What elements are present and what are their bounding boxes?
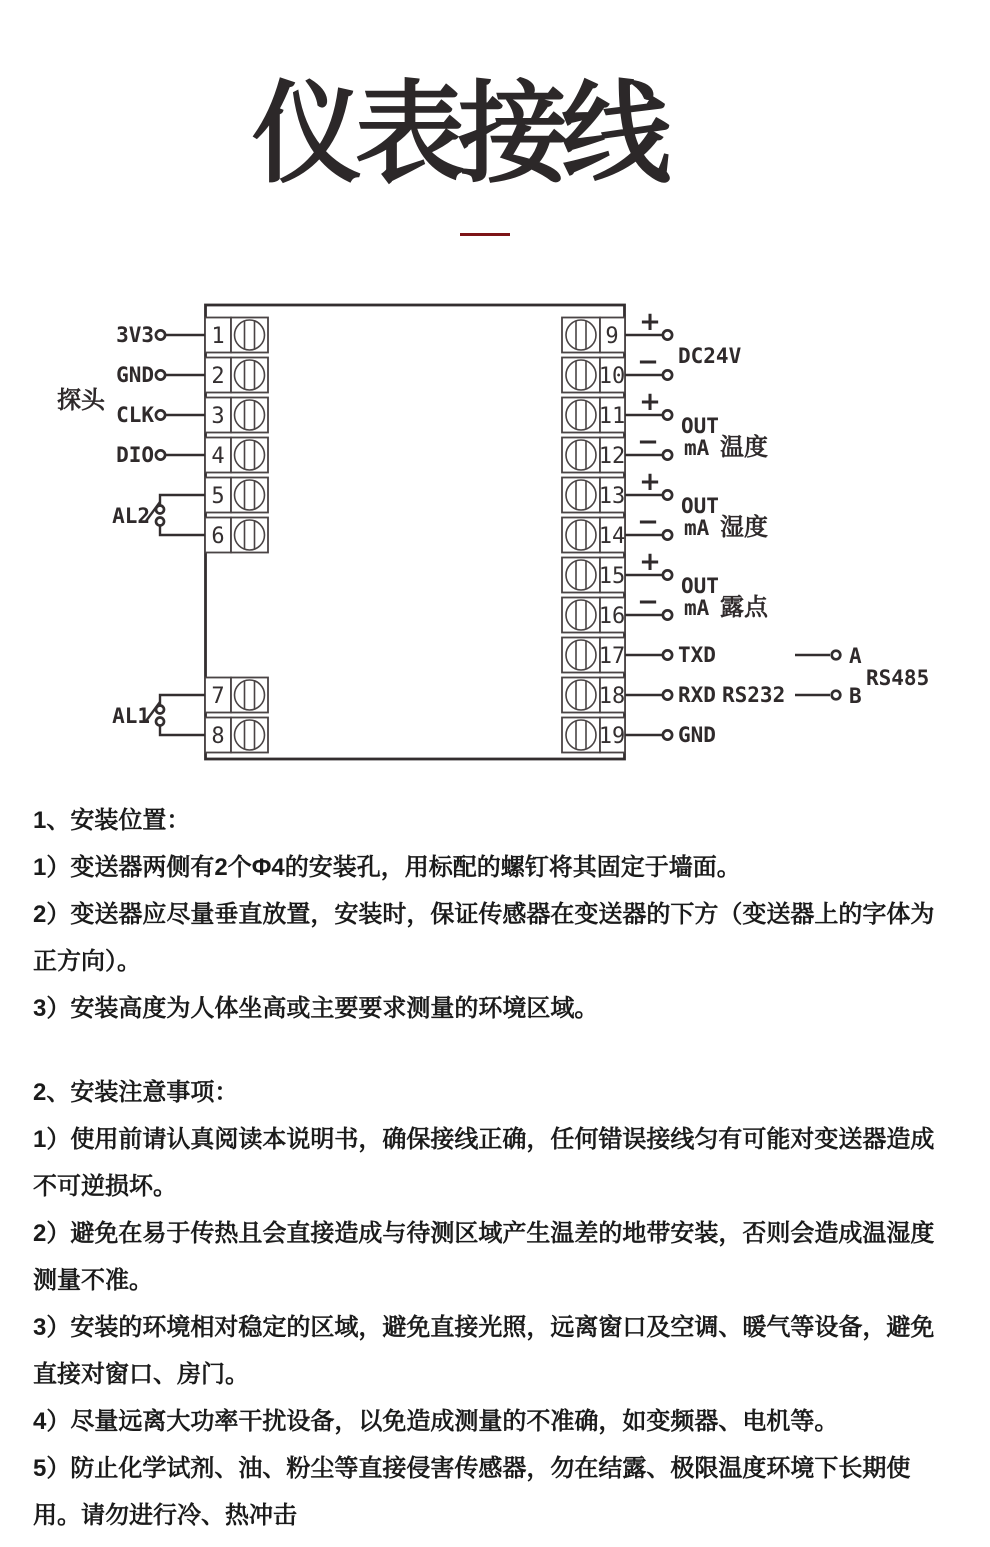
ma-label: mA xyxy=(684,436,710,460)
rs232-label: RS232 xyxy=(722,683,786,707)
terminal-number: 7 xyxy=(211,684,225,709)
terminal-number: 13 xyxy=(598,484,626,509)
minus-sign: − xyxy=(637,347,659,377)
instruction-item: 5）防止化学试剂、油、粉尘等直接侵害传感器，勿在结露、极限温度环境下长期使用。请勿进行冷、热冲击 xyxy=(33,1455,911,1529)
out-label: OUT xyxy=(681,414,719,438)
ma-label: mA xyxy=(684,596,710,620)
terminal-14 xyxy=(562,518,625,553)
connection-point xyxy=(663,370,672,379)
connection-point xyxy=(663,490,672,499)
out-humidity-group xyxy=(625,467,768,541)
connection-point xyxy=(663,730,672,739)
terminal-15 xyxy=(562,558,625,593)
terminal-11 xyxy=(562,398,625,433)
serial-gnd-label: GND xyxy=(678,723,716,747)
connection-point xyxy=(663,410,672,419)
pin-label-clk: CLK xyxy=(116,403,154,427)
terminal-1 xyxy=(205,318,268,353)
out-cn-label-temperature: 温度 xyxy=(720,434,768,461)
relay-al2 xyxy=(112,495,205,535)
minus-sign: − xyxy=(637,587,659,617)
instruction-item: 1）变送器两侧有2个Φ4的安装孔，用标配的螺钉将其固定于墙面。 xyxy=(33,854,741,881)
title-underline xyxy=(460,233,510,236)
pin-label-gnd: GND xyxy=(116,363,154,387)
terminal-2 xyxy=(205,358,268,393)
terminal-16 xyxy=(562,598,625,633)
terminal-3 xyxy=(205,398,268,433)
wire-gnd xyxy=(116,363,205,387)
terminal-number: 2 xyxy=(211,364,225,389)
rs485-label: RS485 xyxy=(866,666,930,690)
instruction-item: 3）安装高度为人体坐高或主要要求测量的环境区域。 xyxy=(33,995,599,1022)
page-title: 仪表接线 xyxy=(252,73,664,196)
terminal-number: 18 xyxy=(598,684,626,709)
out-temperature-group xyxy=(625,387,768,461)
instruction-item: 4）尽量远离大功率干扰设备，以免造成测量的不准确，如变频器、电机等。 xyxy=(33,1408,839,1435)
connection-point xyxy=(832,691,841,700)
terminal-number: 14 xyxy=(598,524,626,549)
plus-sign: + xyxy=(639,307,661,337)
instruction-item: 2）避免在易于传热且会直接造成与待测区域产生温差的地带安装，否则会造成温湿度测量不准。 xyxy=(33,1220,935,1294)
terminal-8 xyxy=(205,718,268,753)
terminal-number: 17 xyxy=(598,644,626,669)
connection-point xyxy=(156,370,165,379)
power-group xyxy=(625,307,742,380)
connection-point xyxy=(663,690,672,699)
connection-point xyxy=(156,330,165,339)
rs485-a-label: A xyxy=(849,644,862,668)
terminal-number: 5 xyxy=(211,484,225,509)
power-label: DC24V xyxy=(678,344,742,368)
txd-label: TXD xyxy=(678,643,716,667)
terminal-number: 4 xyxy=(211,444,225,469)
out-dewpoint-group xyxy=(625,547,769,621)
plus-sign: + xyxy=(639,387,661,417)
out-label: OUT xyxy=(681,494,719,518)
terminal-10 xyxy=(562,358,625,393)
probe-label: 探头 xyxy=(57,387,105,414)
section-heading: 2、安装注意事项： xyxy=(33,1079,239,1106)
terminal-number: 19 xyxy=(598,724,626,749)
instruction-item: 2）变送器应尽量垂直放置，安装时，保证传感器在变送器的下方（变送器上的字体为正方向）。 xyxy=(33,901,935,975)
terminal-12 xyxy=(562,438,625,473)
terminal-number: 8 xyxy=(211,724,225,749)
wire-clk xyxy=(116,403,205,427)
serial-group xyxy=(625,643,929,747)
terminal-number: 11 xyxy=(598,404,626,429)
wire-3v3 xyxy=(116,323,205,347)
terminal-17 xyxy=(562,638,625,673)
terminal-4 xyxy=(205,438,268,473)
contact-point xyxy=(156,518,164,526)
rs485-b-label: B xyxy=(849,684,862,708)
terminal-number: 12 xyxy=(598,444,626,469)
minus-sign: − xyxy=(637,507,659,537)
terminal-number: 15 xyxy=(598,564,626,589)
wire-dio xyxy=(116,443,205,467)
plus-sign: + xyxy=(639,467,661,497)
terminal-number: 10 xyxy=(598,364,626,389)
out-cn-label-humidity: 湿度 xyxy=(720,514,768,541)
terminal-13 xyxy=(562,478,625,513)
relay-label-al2: AL2 xyxy=(112,504,150,528)
connection-point xyxy=(156,450,165,459)
pin-label-dio: DIO xyxy=(116,443,154,467)
section-install-position xyxy=(33,797,955,1032)
terminal-9 xyxy=(562,318,625,353)
wiring-diagram xyxy=(0,295,990,775)
minus-sign: − xyxy=(637,427,659,457)
relay-label-al1: AL1 xyxy=(112,704,150,728)
ma-label: mA xyxy=(684,516,710,540)
connection-point xyxy=(663,650,672,659)
terminal-6 xyxy=(205,518,268,553)
connection-point xyxy=(832,651,841,660)
terminal-7 xyxy=(205,678,268,713)
relay-al1 xyxy=(112,695,205,735)
terminal-18 xyxy=(562,678,625,713)
terminal-number: 9 xyxy=(605,324,619,349)
connection-point xyxy=(663,450,672,459)
pin-label-3v3: 3V3 xyxy=(116,323,154,347)
connection-point xyxy=(156,410,165,419)
terminal-5 xyxy=(205,478,268,513)
instruction-item: 1）使用前请认真阅读本说明书，确保接线正确，任何错误接线匀有可能对变送器造成不可逆损坏。 xyxy=(33,1126,935,1200)
terminal-number: 16 xyxy=(598,604,626,629)
section-heading: 1、安装位置： xyxy=(33,807,191,834)
instruction-item: 3）安装的环境相对稳定的区域，避免直接光照，远离窗口及空调、暖气等设备，避免直接对窗口、房门。 xyxy=(33,1314,935,1388)
out-cn-label-dewpoint: 露点 xyxy=(720,594,768,621)
section-install-notes xyxy=(33,1069,955,1539)
terminal-19 xyxy=(562,718,625,753)
connection-point xyxy=(663,530,672,539)
plus-sign: + xyxy=(639,547,661,577)
terminal-number: 1 xyxy=(211,324,225,349)
rxd-label: RXD xyxy=(678,683,716,707)
terminal-number: 6 xyxy=(211,524,225,549)
terminal-number: 3 xyxy=(211,404,225,429)
out-label: OUT xyxy=(681,574,719,598)
connection-point xyxy=(663,610,672,619)
connection-point xyxy=(663,570,672,579)
instructions xyxy=(33,797,955,1539)
contact-point xyxy=(156,718,164,726)
connection-point xyxy=(663,330,672,339)
